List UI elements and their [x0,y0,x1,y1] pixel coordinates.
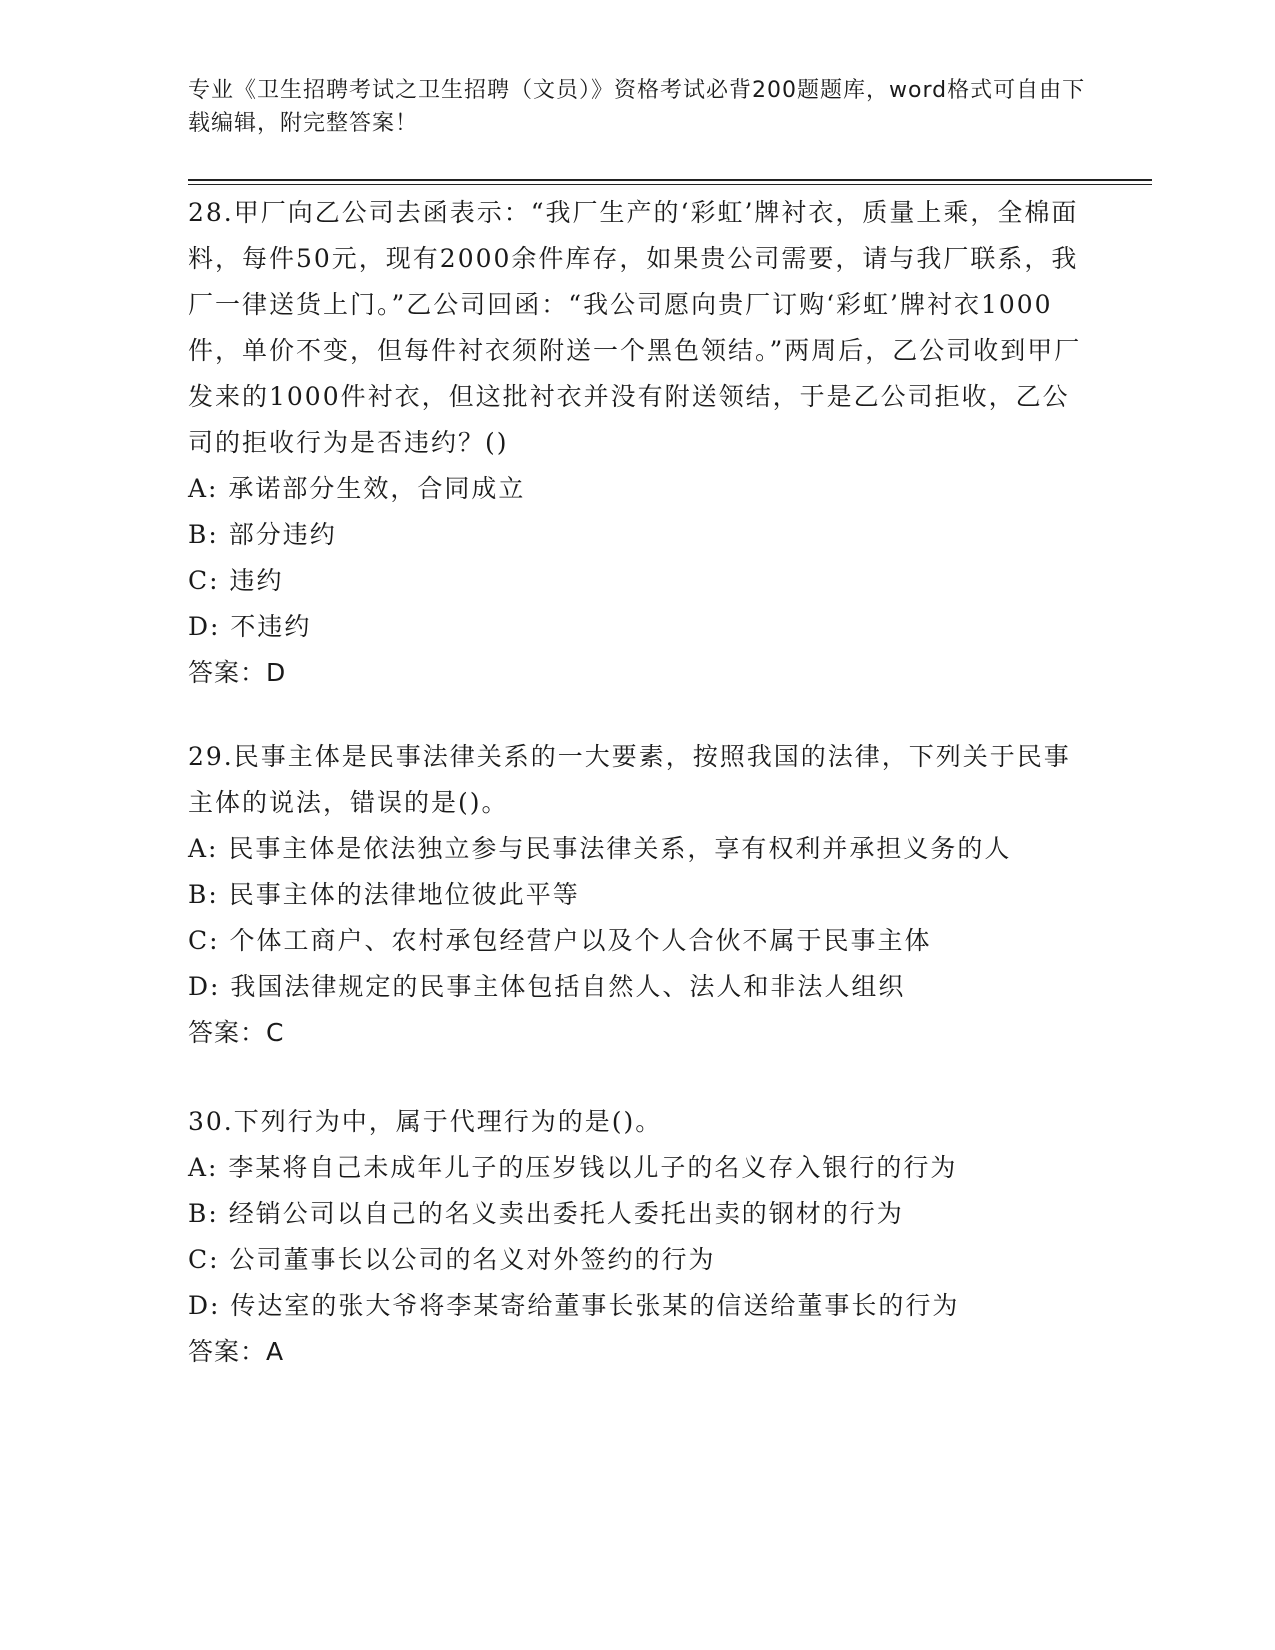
option-c: C: 违约 [188,566,284,595]
answer-line: 答案：A [188,1337,285,1366]
option-d: D: 我国法律规定的民事主体包括自然人、法人和非法人组织 [188,972,906,1001]
question-28 [188,190,1088,696]
header-divider [188,179,1152,181]
document-header: 专业《卫生招聘考试之卫生招聘（文员）》资格考试必背200题题库，word格式可自由下载编辑，附完整答案！ [188,78,1086,136]
option-a: A: 民事主体是依法独立参与民事法律关系，享有权利并承担义务的人 [188,834,1012,863]
question-stem: 28.甲厂向乙公司去函表示：“我厂生产的‘彩虹’牌衬衣，质量上乘，全棉面料，每件50元，现有2000余件库存，如果贵公司需要，请与我厂联系，我厂一律送货上门。”乙公司回函：“我公司愿向贵厂订购‘彩虹’牌衬衣1000件，单价不变，但每件衬衣须附送一个黑色领结。”两周后，乙公司收到甲厂发来的1000件衬衣，但这批衬衣并没有附送领结，于是乙公司拒收，乙公司的拒收行为是否违约？() [188,198,1082,457]
option-c: C: 公司董事长以公司的名义对外签约的行为 [188,1245,716,1274]
answer-line: 答案：C [188,1018,285,1047]
option-d: D: 不违约 [188,612,312,641]
option-a: A: 承诺部分生效，合同成立 [188,474,526,503]
question-stem: 29.民事主体是民事法律关系的一大要素，按照我国的法律，下列关于民事主体的说法，错误的是()。 [188,742,1071,817]
question-29 [188,734,1088,1056]
option-c: C: 个体工商户、农村承包经营户以及个人合伙不属于民事主体 [188,926,932,955]
header-divider-thin [188,184,1152,185]
option-d: D: 传达室的张大爷将李某寄给董事长张某的信送给董事长的行为 [188,1291,960,1320]
option-b: B: 民事主体的法律地位彼此平等 [188,880,580,909]
option-b: B: 部分违约 [188,520,337,549]
option-a: A: 李某将自己未成年儿子的压岁钱以儿子的名义存入银行的行为 [188,1153,958,1182]
question-30 [188,1099,1088,1375]
option-b: B: 经销公司以自己的名义卖出委托人委托出卖的钢材的行为 [188,1199,904,1228]
answer-line: 答案：D [188,658,287,687]
question-stem: 30.下列行为中，属于代理行为的是()。 [188,1107,663,1136]
